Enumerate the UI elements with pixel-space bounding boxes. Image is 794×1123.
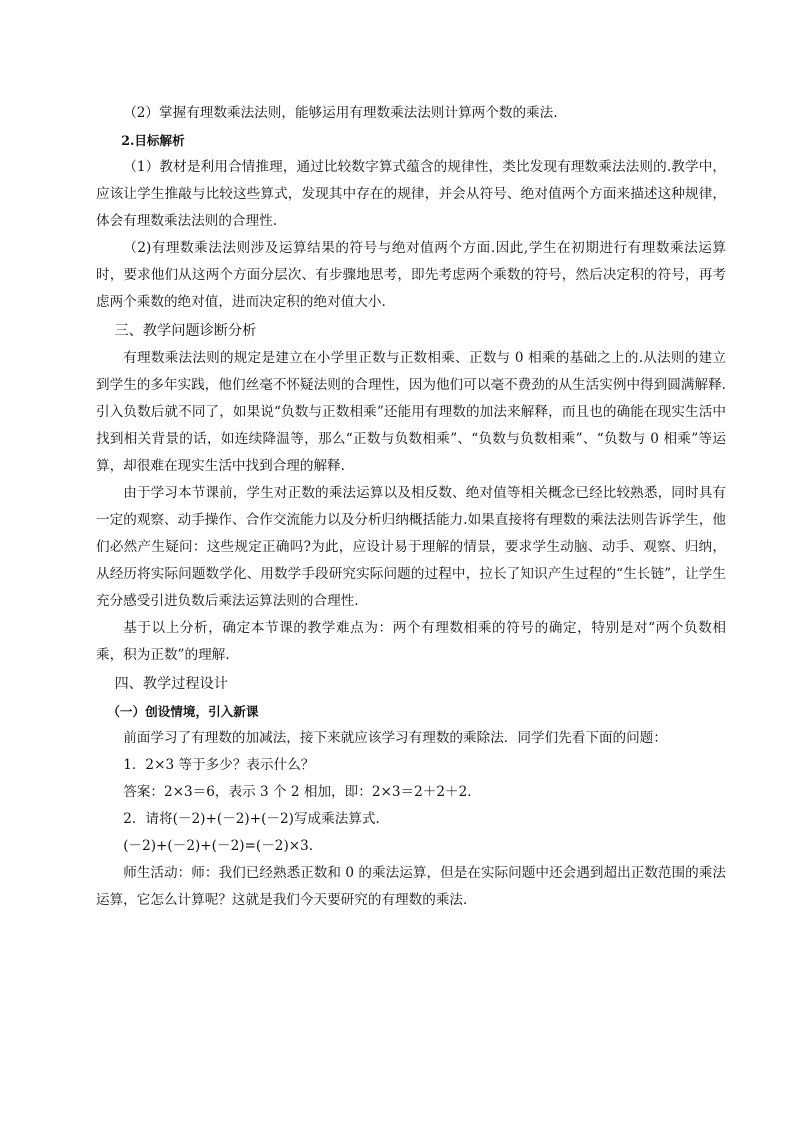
- question-1: 1．2×3 等于多少？表示什么？: [123, 757, 315, 773]
- section-3-paragraph-2: 由于学习本节课前，学生对正数的乘法运算以及相反数、绝对值等相关概念已经比较熟悉，同时具有一定的观察、动手操作、合作交流能力以及分析归纳概括能力.如果直接将有理数的乘法法则告诉学生，他们必然产生疑问：这些规定正确吗?为此，应设计易于理解的情景，要求学生动脑、动手、观察、归纳，从经历将实际问题数学化、用数学手段研究实际问题的过程中，拉长了知识产生过程的“生长链”，让学生充分感受引进负数后乘法运算法则的合理性.: [96, 485, 726, 609]
- answer-2: (－2)+(－2)+(－2)=(－2)×3.: [123, 838, 314, 854]
- answer-1: 答案：2×3＝6，表示 3 个 2 相加，即：2×3＝2＋2＋2．: [123, 784, 481, 800]
- question-2: 2．请将(－2)+(－2)+(－2)写成乘法算式.: [123, 811, 380, 827]
- subsection-1-title: （一）创设情境，引入新课: [107, 704, 259, 719]
- analysis-heading: 2.目标解析: [121, 133, 185, 148]
- section-3-paragraph-3: 基于以上分析，确定本节课的教学难点为：两个有理数相乘的符号的确定，特别是对“两个负数相乘，积为正数”的理解.: [96, 620, 726, 663]
- objective-2: （2）掌握有理数乘法法则，能够运用有理数乘法法则计算两个数的乘法.: [123, 105, 558, 121]
- analysis-paragraph-1: （1）教材是利用合情推理，通过比较数字算式蕴含的规律性，类比发现有理数乘法法则的.教学中，应该让学生推敲与比较这些算式，发现其中存在的规律，并会从符号、绝对值两个方面来描述这种规律，体会有理数乘法法则的合理性.: [96, 159, 726, 229]
- teacher-student-activity: 师生活动：师：我们已经熟悉正数和 0 的乘法运算，但是在实际问题中还会遇到超出正数范围的乘法运算，它怎么计算呢？这就是我们今天要研究的有理数的乘法．: [96, 865, 726, 908]
- analysis-paragraph-2: （2)有理数乘法法则涉及运算结果的符号与绝对值两个方面.因此,学生在初期进行有理数乘法运算时，要求他们从这两个方面分层次、有步骤地思考，即先考虑两个乘数的符号，然后决定积的符号，再考虑两个乘数的绝对值，进而决定积的绝对值大小.: [96, 240, 726, 310]
- section-3-paragraph-1: 有理数乘法法则的规定是建立在小学里正数与正数相乘、正数与 0 相乘的基础之上的.从法则的建立到学生的多年实践，他们丝毫不怀疑法则的合理性，因为他们可以毫不费劲的从生活实例中得到圆满解释.引入负数后就不同了，如果说“负数与正数相乘”还能用有理数的加法来解释，而且也的确能在现实生活中找到相关背景的话，如连续降温等，那么“正数与负数相乘”、“负数与负数相乘”、“负数与 0 相乘”等运算，却很难在现实生活中找到合理的解释.: [96, 350, 726, 474]
- section-4-intro: 前面学习了有理数的加减法，接下来就应该学习有理数的乘除法．同学们先看下面的问题：: [123, 730, 667, 746]
- document-body: [96, 100, 726, 914]
- section-3-title: 三、教学问题诊断分析: [114, 323, 257, 339]
- section-4-title: 四、教学过程设计: [114, 676, 228, 692]
